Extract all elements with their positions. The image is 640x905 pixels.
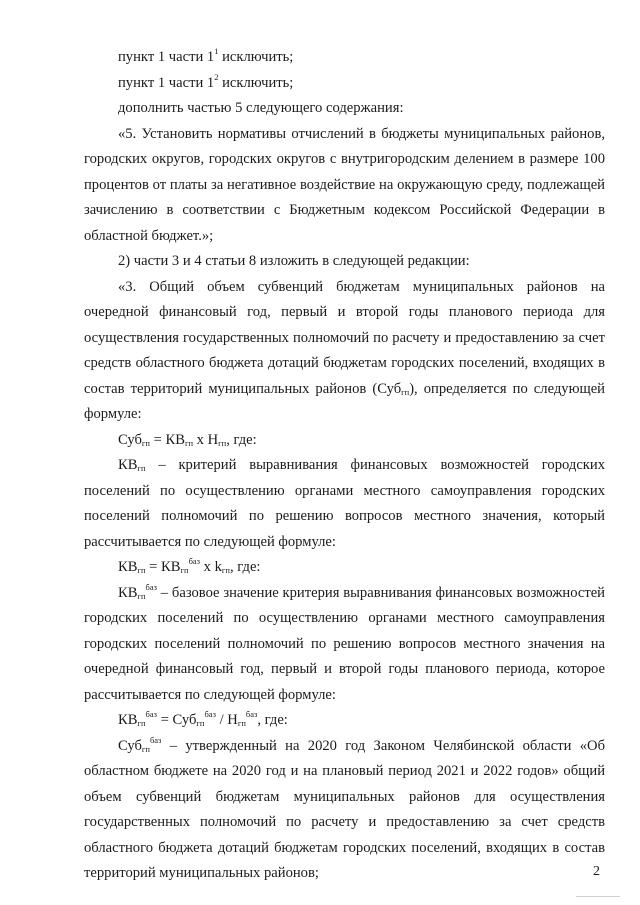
- formula-kv-baz: $КВ_{гп}^{баз} = Суб_{гп}^{баз} / Н_{гп}^{баз}$, где:: [118, 709, 288, 728]
- line-exclude-1-1: пункт 1 части $1^1$ исключить;: [118, 46, 294, 65]
- paragraph-kv-baz-definition: $КВ_{гп}^{баз}$ – базовое значение критерия выравнивания финансовых возможностей городских поселений по осуществлению органами местного самоуправления городских поселений полномочий по решению вопросов местного значения на очередной финансовый год, первый и второй годы планового периода, которое рассчитывается по следующей формуле:: [84, 581, 605, 703]
- formula-kv-gp: $КВ_{гп} = КВ_{гп}^{баз}$ х $k_{гп}$, где:: [118, 556, 261, 575]
- line-exclude-1-2: пункт 1 части $1^2$ исключить;: [118, 71, 294, 91]
- formula-sub-gp: $Суб_{гп} = КВ_{гп}$ х $Н_{гп}$, где:: [118, 431, 257, 448]
- paragraph-item-2: 2) части 3 и 4 статьи 8 изложить в следующей редакции:: [118, 253, 470, 269]
- paragraph-kv-definition: $КВ_{гп}$ – критерий выравнивания финансовых возможностей городских поселений по осуществлению органами местного самоуправления городских поселений полномочий по решению вопросов местного значения, который рассчитывается по следующей формуле:: [84, 457, 605, 550]
- scan-edge-mark: [576, 896, 620, 897]
- line-add-part-5: дополнить частью 5 следующего содержания:: [118, 100, 404, 116]
- document-body: [84, 45, 605, 887]
- page-number: 2: [593, 864, 600, 879]
- paragraph-sub-baz-definition: Суб$_{гп}^{баз}$ – утвержденный на 2020 год Законом Челябинской области «Об областном бюджете на 2020 год и на плановый период 2021 и 2022 годов» общий объем субвенций бюджетам муниципальных районов для осуществления государственных полномочий по расчету и предоставлению за счет средств областного бюджета дотаций бюджетам городских поселений, входящих в состав территорий муниципальных районов;: [84, 734, 605, 881]
- paragraph-part-5: «5. Установить нормативы отчислений в бюджеты муниципальных районов, городских округов, городских округов с внутригородским делением в размере 100 процентов от платы за негативное воздействие на окружающую среду, подлежащей зачислению в соответствии с Бюджетным кодексом Российской Федерации в областной бюджет.»;: [84, 125, 605, 244]
- paragraph-part-3: «3. Общий объем субвенций бюджетам муниципальных районов на очередной финансовый год, первый и второй годы планового периода для осуществления государственных полномочий по расчету и предоставлению за счет средств областного бюджета дотаций бюджетам городских поселений, входящих в состав территорий муниципальных районов (Суб$_{гп}$), определяется по следующей формуле:: [84, 278, 605, 422]
